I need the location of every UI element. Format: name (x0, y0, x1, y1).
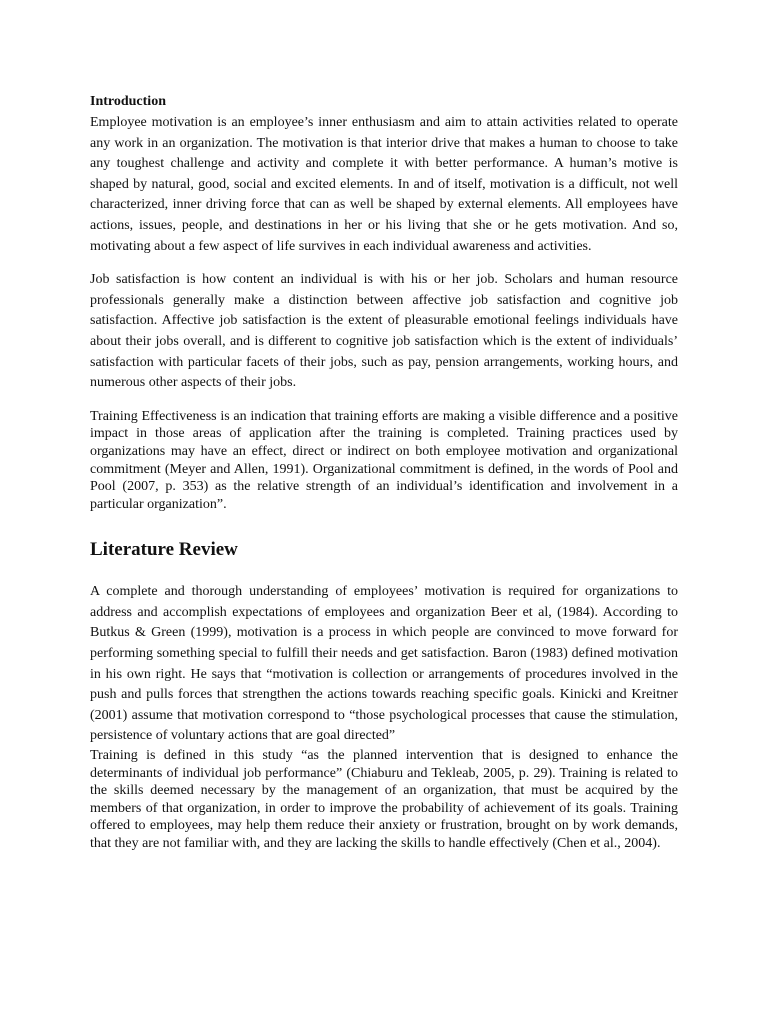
document-body (90, 92, 678, 853)
intro-paragraph-job-satisfaction: Job satisfaction is how content an individual is with his or her job. Scholars and human resource professionals generally make a distinction between affective job satisfaction and cognitive job satisfaction. Affective job satisfaction is the extent of pleasurable emotional feelings individuals have about their jobs overall, and is different to cognitive job satisfaction which is the extent of individuals’ satisfaction with particular facets of their jobs, such as pay, pension arrangements, working hours, and numerous other aspects of their jobs. (90, 272, 678, 391)
literature-paragraph-motivation: A complete and thorough understanding of employees’ motivation is required for organizations to address and accomplish expectations of employees and organization Beer et al, (1984). According to Butkus & Green (1999), motivation is a process in which people are convinced to move forward for performing something special to fulfill their needs and get satisfaction. Baron (1983) defined motivation in his own right. He says that “motivation is collection or arrangements of procedures involved in the push and pulls forces that strengthen the actions towards reaching specific goals. Kinicki and Kreitner (2001) assume that motivation correspond to “those psychological processes that cause the stimulation, persistence of voluntary actions that are goal directed” (90, 584, 678, 744)
introduction-heading: Introduction (90, 94, 166, 109)
intro-paragraph-motivation: Employee motivation is an employee’s inner enthusiasm and aim to attain activities related to operate any work in an organization. The motivation is that interior drive that makes a human to choose to take any toughest challenge and activity and complete it with better performance. A human’s motive is shaped by natural, good, social and excited elements. In and of itself, motivation is a difficult, not well characterized, inner driving force that can as well be shaped by external elements. All employees have actions, issues, people, and destinations in her or his living that she or he gets motivation. And so, motivating about a few aspect of life survives in each individual awareness and activities. (90, 115, 678, 254)
literature-review-heading: Literature Review (90, 539, 238, 561)
literature-paragraph-training: Training is defined in this study “as the planned intervention that is designed to enhance the determinants of individual job performance” (Chiaburu and Tekleab, 2005, p. 29). Training is related to the skills deemed necessary by the management of an organization, that must be acquired by the members of that organization, in order to improve the probability of achievement of its goals. Training offered to employees, may help them reduce their anxiety or frustration, brought on by work demands, that they are not familiar with, and they are lacking the skills to handle effectively (Chen et al., 2004). (90, 748, 678, 851)
intro-paragraph-training-effectiveness: Training Effectiveness is an indication that training efforts are making a visible difference and a positive impact in those areas of application after the training is completed. Training practices used by organizations may have an effect, direct or indirect on both employee motivation and organizational commitment (Meyer and Allen, 1991). Organizational commitment is defined, in the words of Pool and Pool (2007, p. 353) as the relative strength of an individual’s identification and involvement in a particular organization”. (90, 408, 678, 512)
